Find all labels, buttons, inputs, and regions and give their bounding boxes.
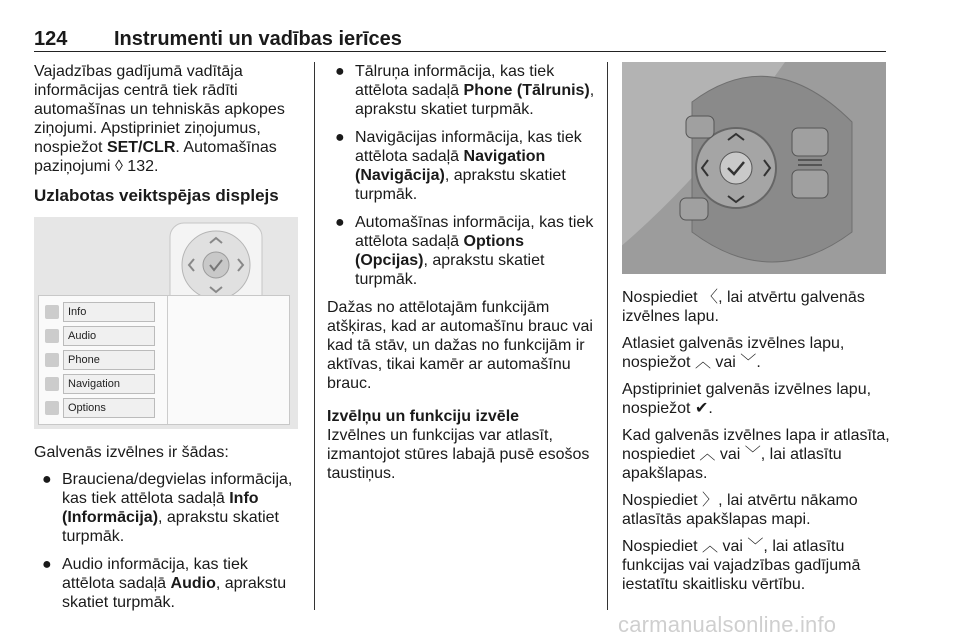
chevron-up-icon: ︿ [702,538,719,555]
menu-item-audio[interactable]: Audio [63,326,155,346]
body-paragraph: Dažas no attēlotajām funkcijām atšķiras, kad ar automašīnu brauc vai kad tā stāv, un dažas no funkcijām ir aktīvas, tikai kamēr ar automašīnu brauc. [327,299,593,392]
instruction: Apstipriniet galvenās izvēlnes lapu, nospiežot ✔. [622,381,872,417]
chevron-down-icon: ﹀ [747,538,764,555]
main-menu-panel [38,295,290,425]
menu-divider [167,296,168,424]
watermark: carmanualsonline.info [618,612,837,637]
options-icon [45,401,59,415]
column-3 [622,62,890,602]
chevron-right-icon: 〉 [702,492,719,509]
instruction: Kad galvenās izvēlnes lapa ir atlasīta, nospiediet ︿ vai ﹀, lai atlasītu apakšlapas. [622,427,890,482]
chevron-up-icon: ︿ [699,446,716,463]
menu-list [327,62,597,289]
list-item: ● Navigācijas informācija, kas tiek attēlota sadaļā Navigation (Navigācija), aprakstu skatiet turpmāk. [335,129,582,203]
section-heading: Uzlabotas veiktspējas displejs [34,186,279,205]
info-icon [45,305,59,319]
body-paragraph: Izvēlnes un funkcijas var atlasīt, izmantojot stūres labajā pusē esošos taustiņus. [327,427,590,482]
chevron-down-icon: ﹀ [744,446,761,463]
audio-icon [45,329,59,343]
steering-buttons-illustration [622,62,886,274]
menu-item-info[interactable]: Info [63,302,155,322]
instruction: Nospiediet 〉, lai atvērtu nākamo atlasītās apakšlapas mapi. [622,492,858,528]
menu-item-options[interactable]: Options [63,398,155,418]
subheading: Izvēlņu un funkciju izvēle [327,408,520,425]
instruction: Nospiediet ︿ vai ﹀, lai atlasītu funkcijas vai vajadzības gadījumā iestatītu skaitlisku vērtību. [622,538,861,593]
list-item: ● Audio informācija, kas tiek attēlota sadaļā Audio, aprakstu skatiet turpmāk. [42,556,287,611]
list-item: ● Tālruņa informācija, kas tiek attēlota sadaļā Phone (Tālrunis), aprakstu skatiet turpmāk. [335,63,595,118]
menu-item-navigation[interactable]: Navigation [63,374,155,394]
page-title: Instrumenti un vadības ierīces [114,28,402,50]
steering-wheel-photo [622,62,886,274]
column-1 [34,62,302,621]
checkmark-icon: ✔ [694,400,709,417]
instruction: Nospiediet 〈, lai atvērtu galvenās izvēlnes lapu. [622,289,865,325]
chevron-down-icon: ﹀ [740,354,757,371]
list-intro: Galvenās izvēlnes ir šādas: [34,444,229,461]
page-number: 124 [34,28,68,50]
page-header [34,26,886,52]
column-2 [327,62,597,491]
intro-paragraph: Vajadzības gadījumā vadītāja informācijas centrā tiek rādīti automašīnas un tehniskās apkopes ziņojumi. Apstipriniet ziņojumus, nospiežot SET/CLR. Automašīnas paziņojumi ◊ 132. [34,63,285,175]
chevron-left-icon: 〈 [702,289,719,306]
list-item: ● Brauciena/degvielas informācija, kas tiek attēlota sadaļā Info (Informācija), aprakstu skatiet turpmāk. [42,471,293,545]
column-divider [314,62,315,610]
list-item: ● Automašīnas informācija, kas tiek attēlota sadaļā Options (Opcijas), aprakstu skatiet turpmāk. [335,214,594,288]
arrow-ref-icon[interactable]: ◊ [114,158,123,175]
navigation-icon [45,377,59,391]
instruction: Atlasiet galvenās izvēlnes lapu, nospiežot ︿ vai ﹀. [622,335,845,371]
display-figure [34,217,298,429]
phone-icon [45,353,59,367]
menu-list [34,470,302,612]
chevron-up-icon: ︿ [694,354,711,371]
menu-item-phone[interactable]: Phone [63,350,155,370]
column-divider [607,62,608,610]
